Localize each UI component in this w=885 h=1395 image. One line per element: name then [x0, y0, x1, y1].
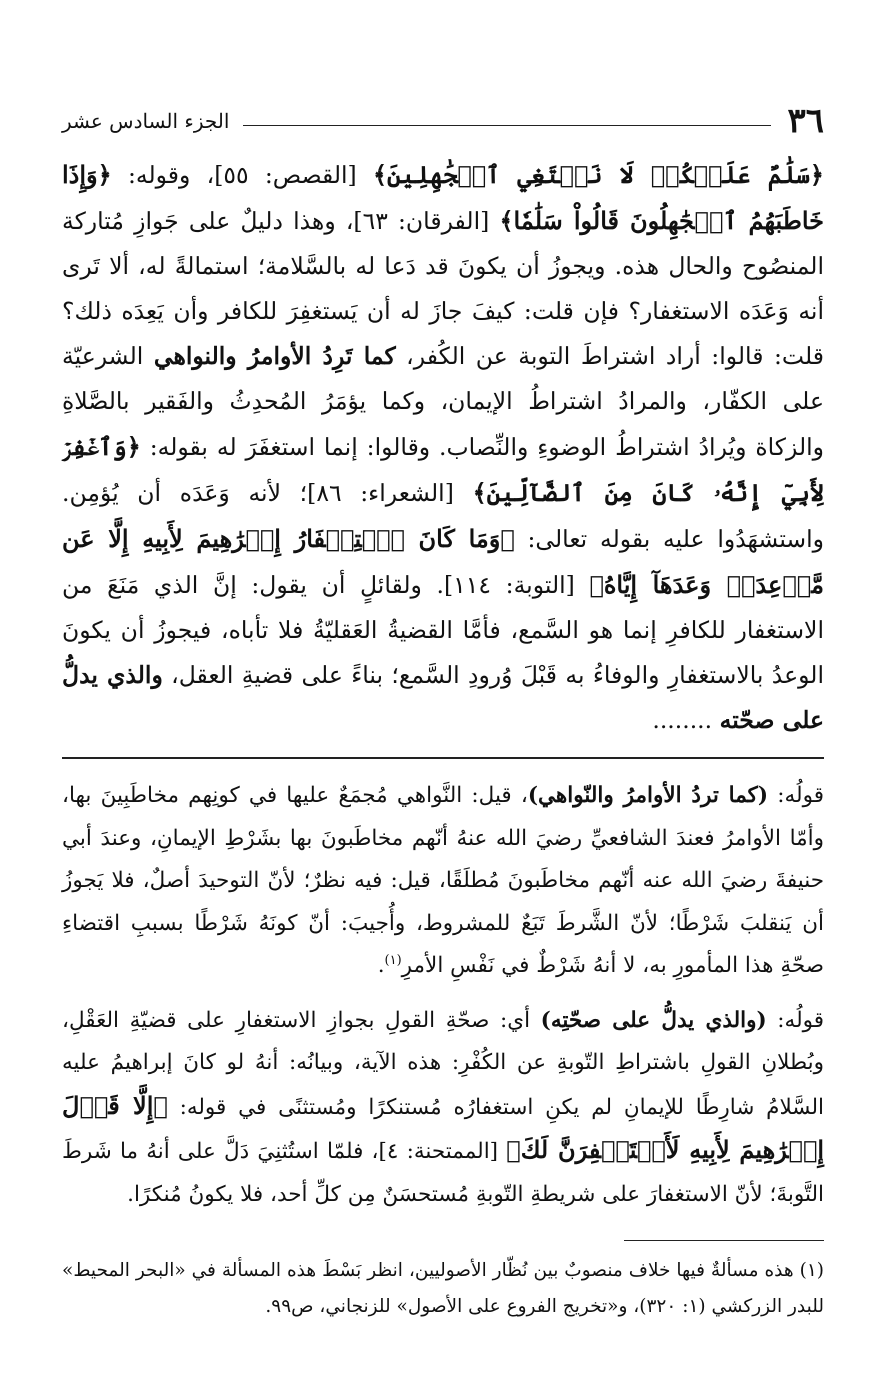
text-run: . [377, 953, 385, 978]
quran-verse: ﴿وَإِذَا خَاطَبَهُمُ ٱلۡجَٰهِلُونَ قَالُواْ سَلَٰمٗا﴾ [62, 160, 824, 235]
bold-phrase: كما تَرِدُ الأوامرُ والنواهي [153, 342, 396, 370]
document-page [62, 96, 824, 1325]
quran-verse: ﴿وَمَا كَانَ ٱسۡتِغۡفَارُ إِبۡرَٰهِيمَ لِأَبِيهِ إِلَّا عَن مَّوۡعِدَةٖ وَعَدَهَآ إِيَّاهُ﴾ [62, 524, 824, 599]
commentary-paragraph [62, 775, 824, 988]
bold-phrase: والذي يدلُّ على صحّته [62, 661, 824, 734]
header-rule [243, 125, 771, 126]
text-run: أي: صحّةِ القولِ بجوازِ الاستغفارِ على قضيّةِ العَقْلِ، وبُطلانِ القولِ باشتراطِ التّوبةِ عن الكُفْرِ: هذه الآية، وبيانُه: أنهُ لو كانَ إبراهيمُ عليه السَّلامُ شارِطًا للإيمانِ لم يكنِ استغفارُه مُستنكرًا ومُستثنًى في قوله: [62, 1007, 824, 1120]
text-run: [الفرقان: ٦٣]، وهذا دليلٌ على جَوازِ مُتاركة المنصُوح والحال هذه. ويجوزُ أن يكونَ قد دَعا له بالسَّلامة؛ استمالةً له، ألا تَرى أنه وَعَدَه الاستغفار؟ فإن قلت: كيفَ جازَ له أن يَستغفِرَ للكافر وأن يَعِدَه ذلك؟ قلت: قالوا: أراد اشتراطَ التوبة عن الكُفر، [62, 207, 824, 370]
commentary-lead: قولُه: [777, 783, 824, 808]
page-header [62, 96, 824, 146]
ellipsis: ........ [652, 706, 713, 734]
text-run: [التوبة: ١١٤]. ولقائلٍ أن يقول: إنَّ الذي مَنَعَ من الاستغفار للكافرِ إنما هو السَّمع، فأمَّا القضيةُ العَقليّةُ فلا تأباه، فيجوزُ أن يكونَ الوعدُ بالاستغفارِ والوفاءُ به قَبْلَ وُرودِ السَّمع؛ بناءً على قضيةِ العقل، [62, 571, 824, 689]
main-text [62, 152, 824, 743]
text-run: الشرعيّة على الكفّار، والمرادُ اشتراطُ الإيمان، وكما يؤمَرُ المُحدِثُ والفَقير بالصَّلاةِ والزكاة ويُرادُ اشتراطُ الوضوءِ والنِّصاب. وقالوا: إنما استغفَرَ له بقوله: [62, 342, 824, 461]
footnote-marker: (١) [799, 1260, 824, 1281]
commentary-lead: قولُه: [777, 1007, 825, 1033]
bold-phrase: (والذي يدلُّ على صحّتِه) [540, 1007, 767, 1033]
quran-verse: ﴿وَٱغۡفِرۡ لِأَبِيٓ إِنَّهُۥ كَانَ مِنَ ٱلضَّآلِّينَ﴾ [62, 432, 825, 507]
quran-verse: ﴿سَلَٰمٌ عَلَيۡكُمۡ لَا نَبۡتَغِي ٱلۡجَٰهِلِينَ﴾ [372, 160, 824, 189]
footnote [62, 1253, 824, 1325]
footnote-text: هذه مسألةٌ فيها خلاف منصوبٌ بين نُظّار الأصوليين، انظر بَسْطَ هذه المسألة في «البحر المحيط» للبدر الزركشي (١: ٣٢٠)، و«تخريج الفروع على الأصول» للزنجاني، ص٩٩. [62, 1260, 824, 1317]
footnote-divider [624, 1240, 824, 1241]
text-run: ، قيل: النَّواهي مُجمَعٌ عليها في كونِهم مخاطَبِينَ بها، وأمّا الأوامرُ فعندَ الشافعيِّ رضيَ الله عنهُ أنّهم مخاطَبونَ بها بشَرْطِ الإيمانِ، وعندَ أبي حنيفةَ رضيَ الله عنه أنّهم مخاطَبونَ مُطلَقًا، قيل: فيه نظرٌ؛ لأنّ التوحيدَ أصلٌ، فلا يَجوزُ أن يَنقلبَ شَرْطًا؛ لأنّ الشَّرطَ تَبَعٌ للمشروط، وأُجيبَ: أنّ كونَهُ شَرْطًا بسببِ اقتضاءِ صحّةِ هذا المأمورِ به، لا أنهُ شَرْطٌ في نَفْسِ الأمرِ [62, 783, 824, 978]
bold-phrase: (كما تردُ الأوامرُ والنّواهي) [527, 783, 769, 808]
commentary-paragraph [62, 1000, 824, 1217]
quran-verse: ﴿إِلَّا قَوۡلَ إِبۡرَٰهِيمَ لِأَبِيهِ لَأَسۡتَغۡفِرَنَّ لَكَ﴾ [62, 1090, 825, 1164]
text-run: [القصص: ٥٥]، وقوله: [127, 161, 357, 189]
commentary-divider [62, 757, 824, 759]
page-number: ٣٦ [787, 101, 824, 141]
footnote-reference[interactable]: (١) [384, 952, 402, 968]
text-run: [الشعراء: ٨٦]؛ لأنه وَعَدَه أن يُؤمِن. واستشهَدُوا عليه بقوله تعالى: [62, 479, 824, 553]
volume-title: الجزء السادس عشر [62, 109, 230, 133]
text-run: [الممتحنة: ٤]، فلمّا استُثنِيَ دَلَّ على أنهُ ما شَرطَ التَّوبةَ؛ لأنّ الاستغفارَ على شريطةِ التّوبةِ مُستحسَنٌ مِن كلِّ أحد، فلا يكونُ مُنكرًا. [62, 1139, 824, 1207]
